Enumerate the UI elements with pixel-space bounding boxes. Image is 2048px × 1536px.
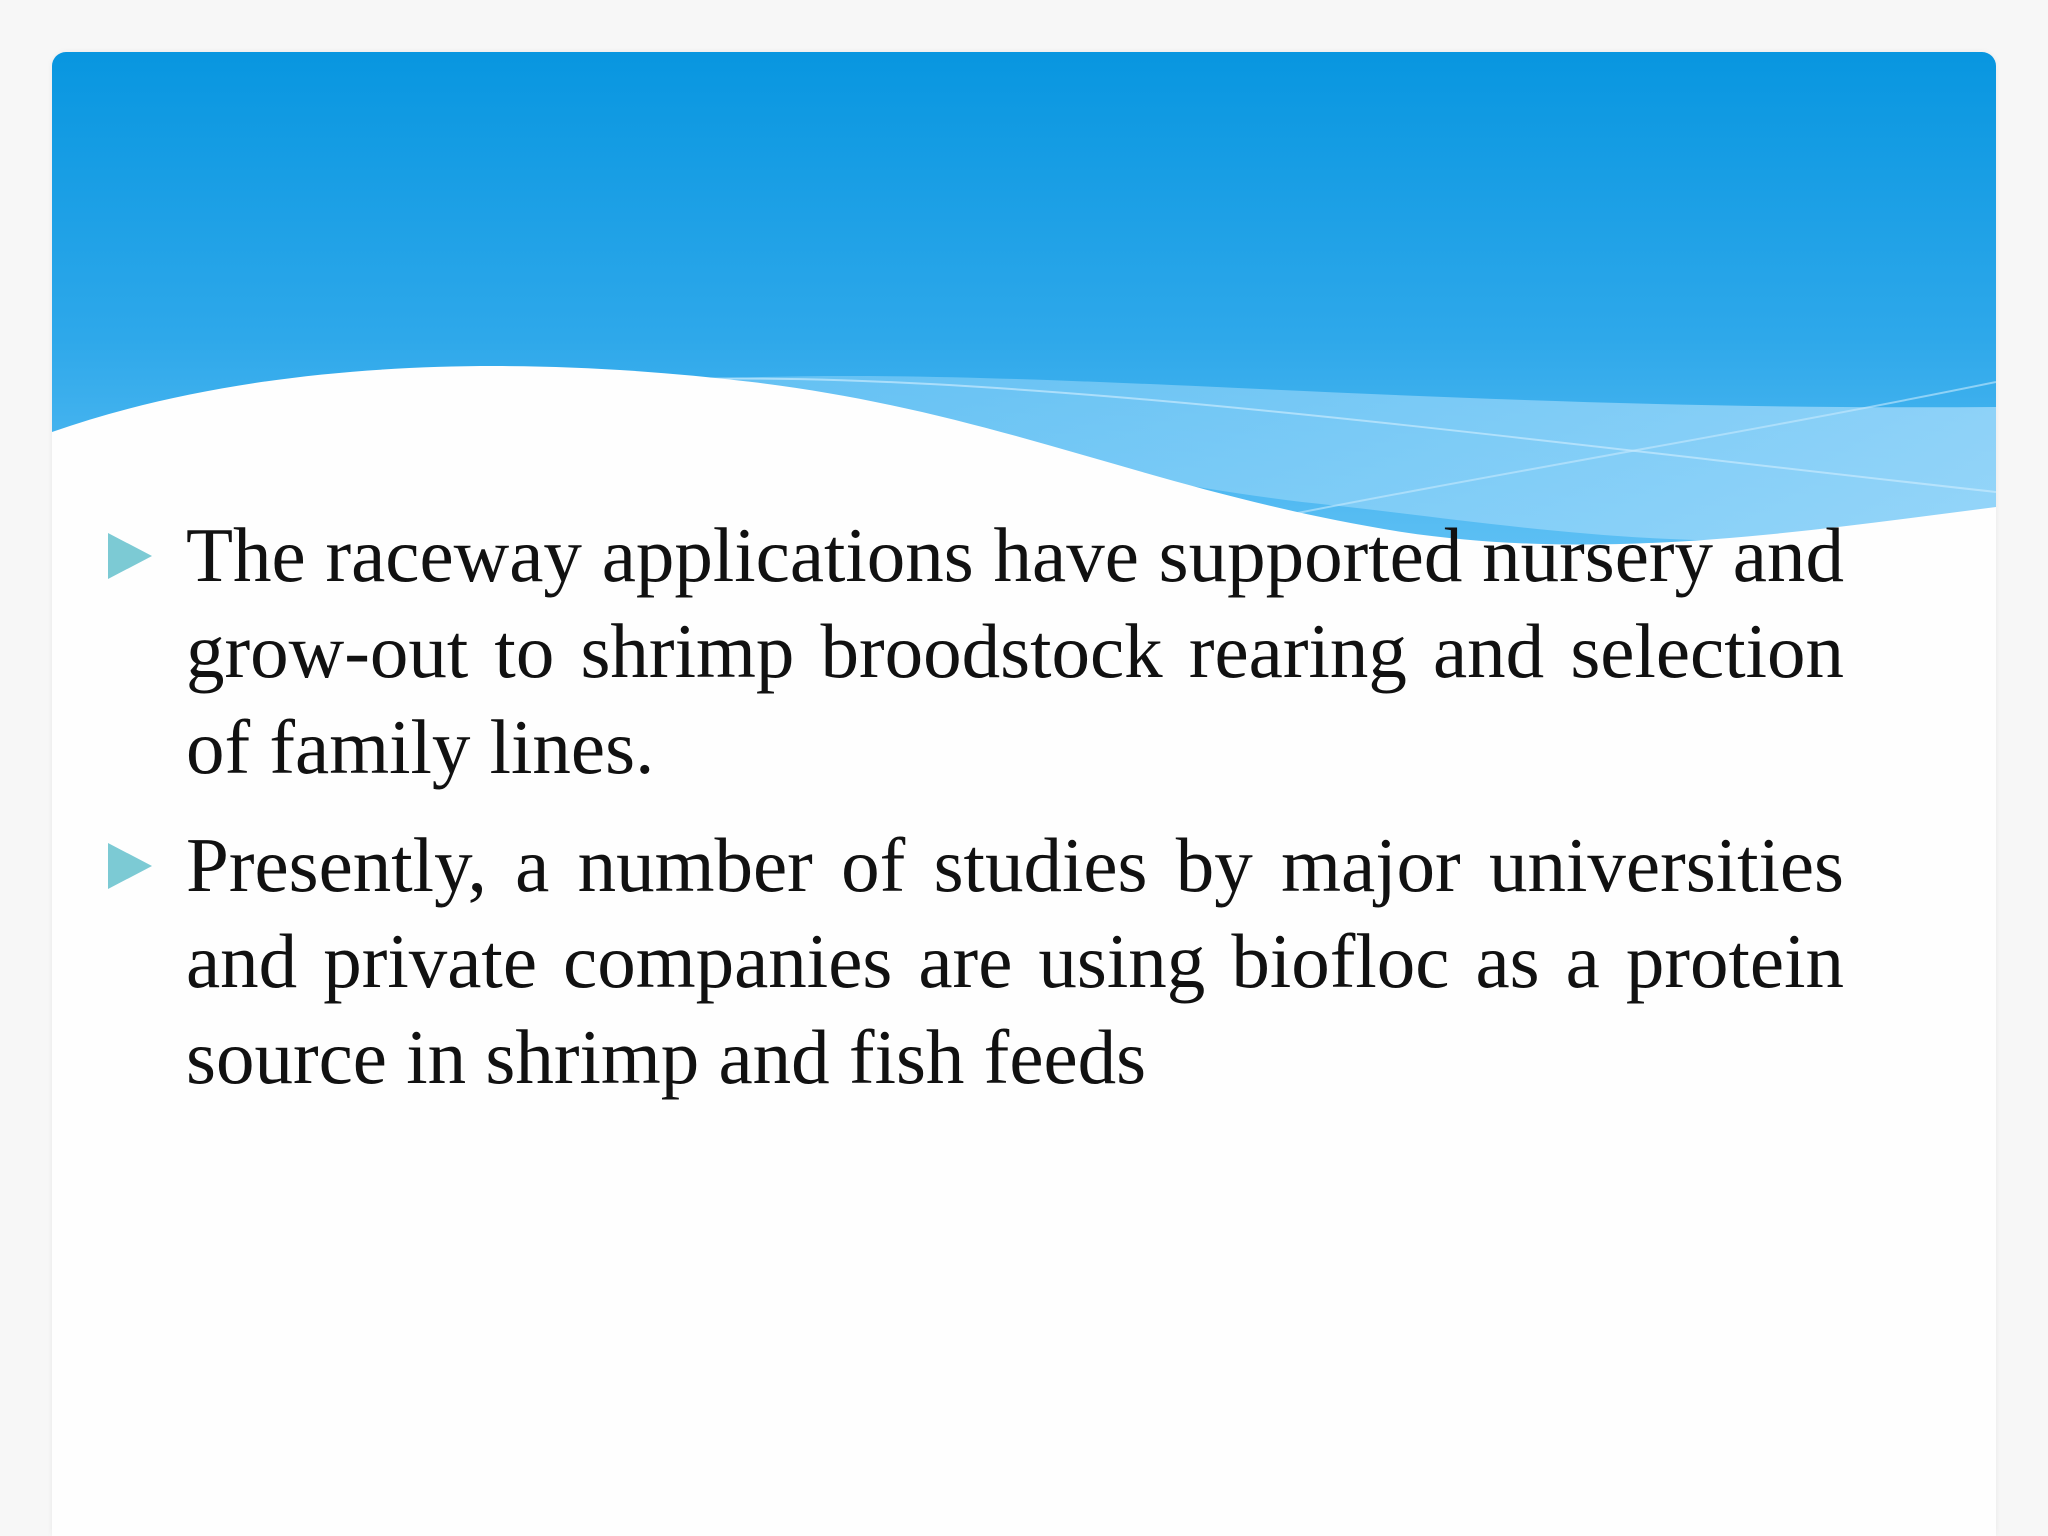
slide (52, 52, 1996, 1536)
list-item (108, 507, 1888, 795)
triangle-right-icon (108, 533, 152, 579)
wave-banner (52, 52, 1996, 572)
bullet-text: The raceway applications have supported nursery and grow-out to shrimp broodstock rearing and selection of family lines. (186, 512, 1844, 790)
list-item (108, 817, 1888, 1105)
bullet-list (108, 507, 1888, 1127)
bullet-text: Presently, a number of studies by major universities and private companies are using biofloc as a protein source in shrimp and fish feeds (186, 822, 1844, 1100)
triangle-right-icon (108, 843, 152, 889)
